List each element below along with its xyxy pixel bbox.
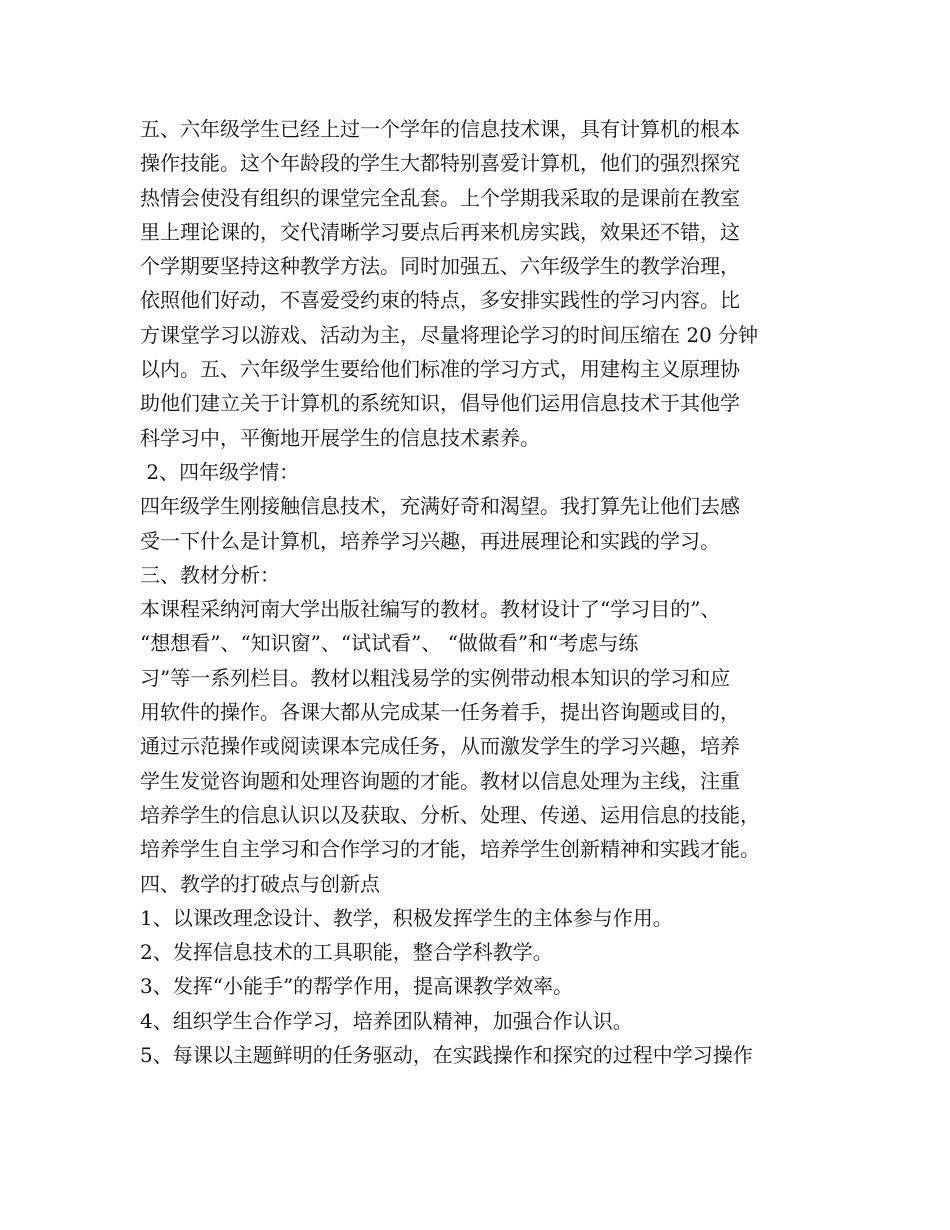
section-heading: 三、教材分析： bbox=[140, 562, 280, 587]
text-line: 以内。五、六年级学生要给他们标准的学习方式，用建构主义原理协 bbox=[140, 357, 740, 382]
text-line: 受一下什么是计算机，培养学习兴趣，再进展理论和实践的学习。 bbox=[140, 528, 720, 553]
text-line: 用软件的操作。各课大都从完成某一任务着手，提出咨询题或目的， bbox=[140, 700, 740, 725]
list-item: 3、发挥“小能手”的帮学作用，提高课教学效率。 bbox=[140, 974, 574, 999]
list-item: 4、组织学生合作学习，培养团队精神，加强合作认识。 bbox=[140, 1008, 633, 1033]
list-item: 1、以课改理念设计、教学，积极发挥学生的主体参与作用。 bbox=[140, 905, 673, 930]
text-line: 通过示范操作或阅读课本完成任务，从而激发学生的学习兴趣，培养 bbox=[140, 734, 740, 759]
text-line: 个学期要坚持这种教学方法。同时加强五、六年级学生的教学治理， bbox=[140, 254, 740, 279]
section-heading: 2、四年级学情： bbox=[140, 459, 300, 484]
text-line: 科学习中，平衡地开展学生的信息技术素养。 bbox=[140, 425, 540, 450]
document-page bbox=[140, 112, 820, 1072]
text-line: 四年级学生刚接触信息技术，充满好奇和渴望。我打算先让他们去感 bbox=[140, 494, 740, 519]
text-line: 学生发觉咨询题和处理咨询题的才能。教材以信息处理为主线，注重 bbox=[140, 768, 740, 793]
text-line: 里上理论课的，交代清晰学习要点后再来机房实践，效果还不错，这 bbox=[140, 219, 740, 244]
text-line: 习”等一系列栏目。教材以粗浅易学的实例带动根本知识的学习和应 bbox=[140, 665, 731, 690]
text-line: 助他们建立关于计算机的系统知识，倡导他们运用信息技术于其他学 bbox=[140, 391, 740, 416]
text-line: 培养学生的信息认识以及获取、分析、处理、传递、运用信息的技能， bbox=[140, 802, 760, 827]
text-line: 培养学生自主学习和合作学习的才能，培养学生创新精神和实践才能。 bbox=[140, 837, 760, 862]
text-line: “想想看”、“知识窗”、“试试看”、 “做做看”和“考虑与练 bbox=[140, 631, 639, 656]
list-item: 5、每课以主题鲜明的任务驱动，在实践操作和探究的过程中学习操作 bbox=[140, 1043, 753, 1068]
list-item: 2、发挥信息技术的工具职能，整合学科教学。 bbox=[140, 940, 553, 965]
text-line: 方课堂学习以游戏、活动为主，尽量将理论学习的时间压缩在 20 分钟 bbox=[140, 322, 759, 347]
text-line: 操作技能。这个年龄段的学生大都特别喜爱计算机，他们的强烈探究 bbox=[140, 151, 740, 176]
section-heading: 四、教学的打破点与创新点 bbox=[140, 871, 380, 896]
text-line: 热情会使没有组织的课堂完全乱套。上个学期我采取的是课前在教室 bbox=[140, 185, 740, 210]
text-line: 五、六年级学生已经上过一个学年的信息技术课，具有计算机的根本 bbox=[140, 117, 740, 141]
text-line: 本课程采纳河南大学出版社编写的教材。教材设计了“学习目的”、 bbox=[140, 597, 721, 622]
text-line: 依照他们好动，不喜爱受约束的特点，多安排实践性的学习内容。比 bbox=[140, 288, 740, 313]
